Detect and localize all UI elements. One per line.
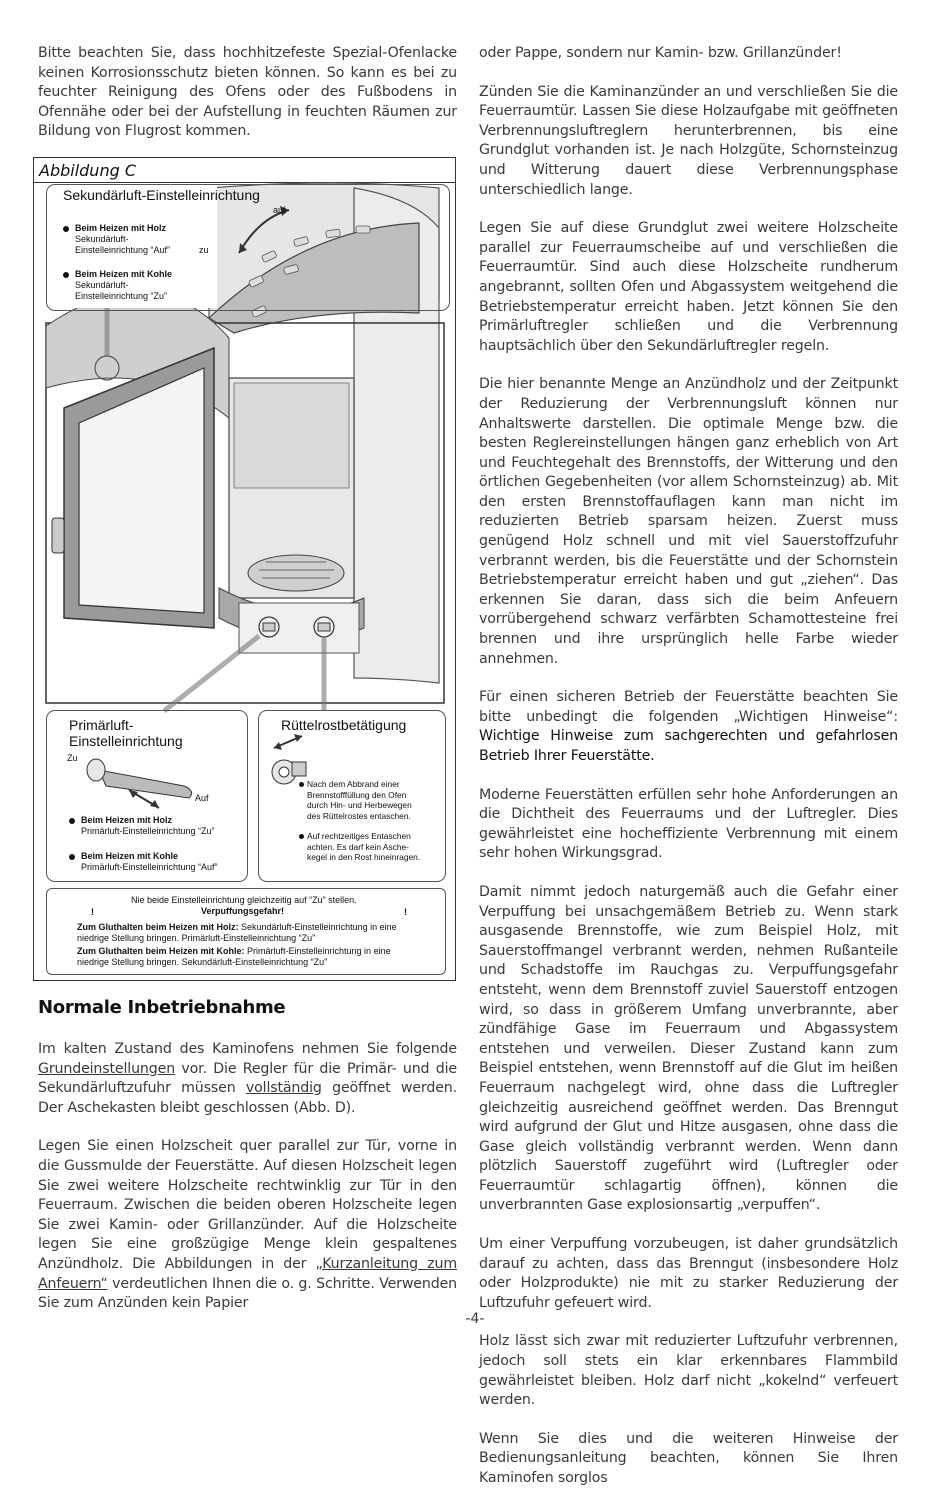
warning-line-2: Verpuffungsgefahr! bbox=[201, 906, 285, 916]
paragraph-r1: oder Pappe, sondern nur Kamin- bzw. Grillanzünder! bbox=[479, 45, 842, 61]
grate-bullet-2: Auf rechtzeitiges Entaschen achten. Es darf kein Asche- kegel in den Rost hineinragen. bbox=[307, 831, 420, 863]
warning-icon-left: ! bbox=[91, 907, 94, 917]
bullet-icon bbox=[63, 272, 69, 278]
bullet-icon bbox=[69, 854, 75, 860]
left-column-top bbox=[38, 44, 457, 161]
right-column bbox=[479, 44, 898, 1508]
primary-item-wood: Beim Heizen mit Holz Primärluft-Einstelleinrichtung “Zu” bbox=[69, 815, 215, 837]
grate-bullet-1: Nach dem Abbrand einer Brennstofffüllung den Ofen durch Hin- und Herbewegen des Rüttelrostes entaschen. bbox=[307, 779, 412, 821]
paragraph-r6: Moderne Feuerstätten erfüllen sehr hohe Anforderungen an die Dichtheit des Feuerraums und der Luftregler. Dies gewährleistet eine hocheffiziente Verbrennung mit einem sehr hohen Wirkungsgrad. bbox=[479, 786, 898, 862]
paragraph-wood-placement: Legen Sie einen Holzscheit quer parallel zur Tür, vorne in die Gussmulde der Feuerstätte. Auf diesen Holzscheit legen Sie zwei weitere Holzscheite rechtwinklig zur Tür in den Feuerraum. Zwischen die beiden oberen Holzscheite legen Sie zwei Kamin- oder Grillanzünder. Auf die Holzscheite legen Sie eine großzügige Menge klein gespaltenes Anzündholz. Die Abbildungen in der „Kurzanleitung zum Anfeuern“ verdeutlichen Ihnen die o. g. Schritte. Verwenden Sie zum Anzünden kein Papier bbox=[38, 1138, 457, 1312]
link-grundeinstellungen: Grundeinstellungen bbox=[38, 1060, 176, 1077]
important-notes-ref: Wichtige Hinweise zum sachgerechten und gefahrlosen Betrieb Ihrer Feuerstätte. bbox=[479, 728, 898, 764]
primary-air-callout bbox=[46, 710, 248, 882]
paragraph-rust-warning: Bitte beachten Sie, dass hochhitzefeste Spezial-Ofenlacke keinen Korrosionsschutz bieten können. So kann es bei zu feuchter Reinigung des Ofens oder des Fußbodens in Ofennähe oder bei der Aufstellung in feuchten Räumen zur Bildung von Flugrost kommen. bbox=[38, 45, 457, 140]
warning-line-1: Nie beide Einstelleinrichtung gleichzeitig auf “Zu” stellen. bbox=[131, 895, 357, 905]
secondary-label-zu: zu bbox=[199, 245, 209, 255]
bullet-icon bbox=[63, 226, 69, 232]
paragraph-r5: Für einen sicheren Betrieb der Feuerstätte beachten Sie bitte unbedingt die folgenden „Wichtigen Hinweise“: Wichtige Hinweise zum sachgerechten und gefahrlosen Betrieb Ihrer Feuerstätte. bbox=[479, 689, 898, 764]
warning-coal: Zum Gluthalten beim Heizen mit Kohle: Primärluft-Einstelleinrichtung in eine niedrige Stellung bringen. Sekundärluft-Einstelleinrichtung “Zu” bbox=[77, 946, 391, 967]
secondary-label-auf: auf bbox=[273, 205, 286, 215]
secondary-air-callout bbox=[46, 184, 450, 311]
primary-item-coal: Beim Heizen mit Kohle Primärluft-Einstelleinrichtung “Auf” bbox=[69, 851, 218, 873]
primary-air-title: Primärluft- Einstelleinrichtung bbox=[69, 717, 183, 749]
paragraph-basic-settings: Im kalten Zustand des Kaminofens nehmen Sie folgende Grundeinstellungen vor. Die Regler für die Primär- und die Sekundärluftzufuhr müssen vollständig geöffnet werden. Der Aschekasten bleibt geschlossen (Abb. D). bbox=[38, 1041, 457, 1116]
paragraph-r10: Wenn Sie dies und die weiteren Hinweise der Bedienungsanleitung beachten, können Sie Ihren Kaminofen sorglos bbox=[479, 1430, 898, 1486]
bullet-icon bbox=[299, 782, 304, 787]
secondary-item-wood: Beim Heizen mit Holz Sekundärluft- Einstelleinrichtung “Auf” bbox=[63, 223, 170, 256]
figure-title: Abbildung C bbox=[39, 161, 136, 180]
paragraph-r9: Holz lässt sich zwar mit reduzierter Luftzufuhr verbrennen, jedoch soll stets ein klar erkennbares Flammbild gewährleistet bleiben. Holz darf nicht „kokelnd“ verfeuert werden. bbox=[479, 1333, 898, 1409]
left-column-bottom bbox=[38, 997, 457, 1333]
figure-c bbox=[33, 157, 456, 981]
bullet-icon bbox=[299, 834, 304, 839]
warning-icon-right: ! bbox=[404, 907, 407, 917]
paragraph-r8: Um einer Verpuffung vorzubeugen, ist daher grundsätzlich darauf zu achten, dass das Brenngut (insbesondere Holz oder Holzprodukte) nie mit zu starker Reduzierung der Luftzufuhr gefeuert wird. bbox=[479, 1236, 898, 1311]
secondary-item-coal: Beim Heizen mit Kohle Sekundärluft- Einstelleinrichtung “Zu” bbox=[63, 269, 172, 302]
underlined-vollstaendig: vollständig bbox=[245, 1080, 322, 1097]
section-heading: Normale Inbetriebnahme bbox=[38, 997, 286, 1018]
primary-label-auf: Auf bbox=[195, 793, 209, 803]
link-kurzanleitung: „Kurzanleitung zum Anfeuern“ bbox=[38, 1255, 457, 1292]
secondary-air-title: Sekundärluft-Einstelleinrichtung bbox=[63, 187, 260, 203]
paragraph-r7: Damit nimmt jedoch naturgemäß auch die Gefahr einer Verpuffung bei unsachgemäßem Betrieb zu. Wenn stark ausgasende Brennstoffe, wie zum Beispiel Holz, mit Sauerstoffmangel verbrannt werden, nehmen Rußanteile und Schadstoffe im Rauchgas zu. Verpuffungsgefahr entsteht, wenn dem Brennstoff zuviel Sauerstoff entzogen wird, so dass in größerem Umfang unverbrannte, aber zündfähige Gase im Feuerraum und Abgassystem entstehen und verweilen. Dieser Zustand kann zum Beispiel entstehen, wenn Brennstoff auf die Glut im heißen Feuerraum nachgelegt wird, ohne dass die Luftregler gleichzeitig ausreichend geöffnet werden. Das Brenngut wird aufgrund der Glut und Hitze ausgasen, ohne dass die Gase gleich vollständig verbrannt werden. Wenn dann plötzlich Sauerstoff zugeführt wird (Luftregler oder Feuerraumtür schlagartig öffnen), können die unverbrannten Gase explosionsartig „verpuffen“. bbox=[479, 883, 898, 1214]
grate-title: Rüttelrostbetätigung bbox=[281, 717, 407, 733]
bullet-icon bbox=[69, 818, 75, 824]
primary-label-zu: Zu bbox=[67, 753, 78, 763]
paragraph-r2: Zünden Sie die Kaminanzünder an und verschließen Sie die Feuerraumtür. Lassen Sie diese Holzaufgabe mit geöffneten Verbrennungsluftreglern herunterbrennen, bis eine Grundglut vorhanden ist. Je nach Holzgüte, Schornsteinzug und Witterung dauert diese Verbrennungsphase unterschiedlich lange. bbox=[479, 83, 898, 198]
warning-wood: Zum Gluthalten beim Heizen mit Holz: Sekundärluft-Einstelleinrichtung in eine niedrige Stellung bringen. Primärluft-Einstelleinrichtung “Zu” bbox=[77, 922, 397, 943]
page-number: -4- bbox=[465, 1311, 485, 1327]
paragraph-r3: Legen Sie auf diese Grundglut zwei weitere Holzscheite parallel zur Feuerraumscheibe auf und verschließen die Feuerraumtür. Sind auch diese Holzscheite rundherum angebrannt, sollten Ofen und Abgassystem weitgehend die Betriebstemperatur erreicht haben. Jetzt können Sie den Primärluftregler schließen und die Verbrennung hauptsächlich über den Sekundärluftregler regeln. bbox=[479, 220, 898, 354]
warning-box bbox=[46, 888, 446, 975]
paragraph-r4: Die hier benannte Menge an Anzündholz und der Zeitpunkt der Reduzierung der Verbrennungsluft können nur Anhaltswerte darstellen. Die optimale Menge bzw. die besten Reglereinstellungen hängen ganz erheblich von Art und Feuchtegehalt des Brennstoffs, der Witterung und den örtlichen Gegebenheiten (vor allem Schornsteinzug) ab. Mit den ersten Brennstoffauflagen kann man nicht im reduzierten Betrieb sparsam heizen. Zuerst muss genügend Holz schnell und mit viel Sauerstoffzufuhr verbrannt werden, bis die Feuerstätte und der Schornstein Betriebstemperatur erreicht haben und gut „ziehen“. Das erkennen Sie daran, dass sich die beim Anfeuern vorrübergehend schwarz verfärbten Schamottesteine frei brennen und ihre ursprünglich helle Farbe wieder annehmen. bbox=[479, 376, 898, 667]
grate-callout bbox=[258, 710, 446, 882]
